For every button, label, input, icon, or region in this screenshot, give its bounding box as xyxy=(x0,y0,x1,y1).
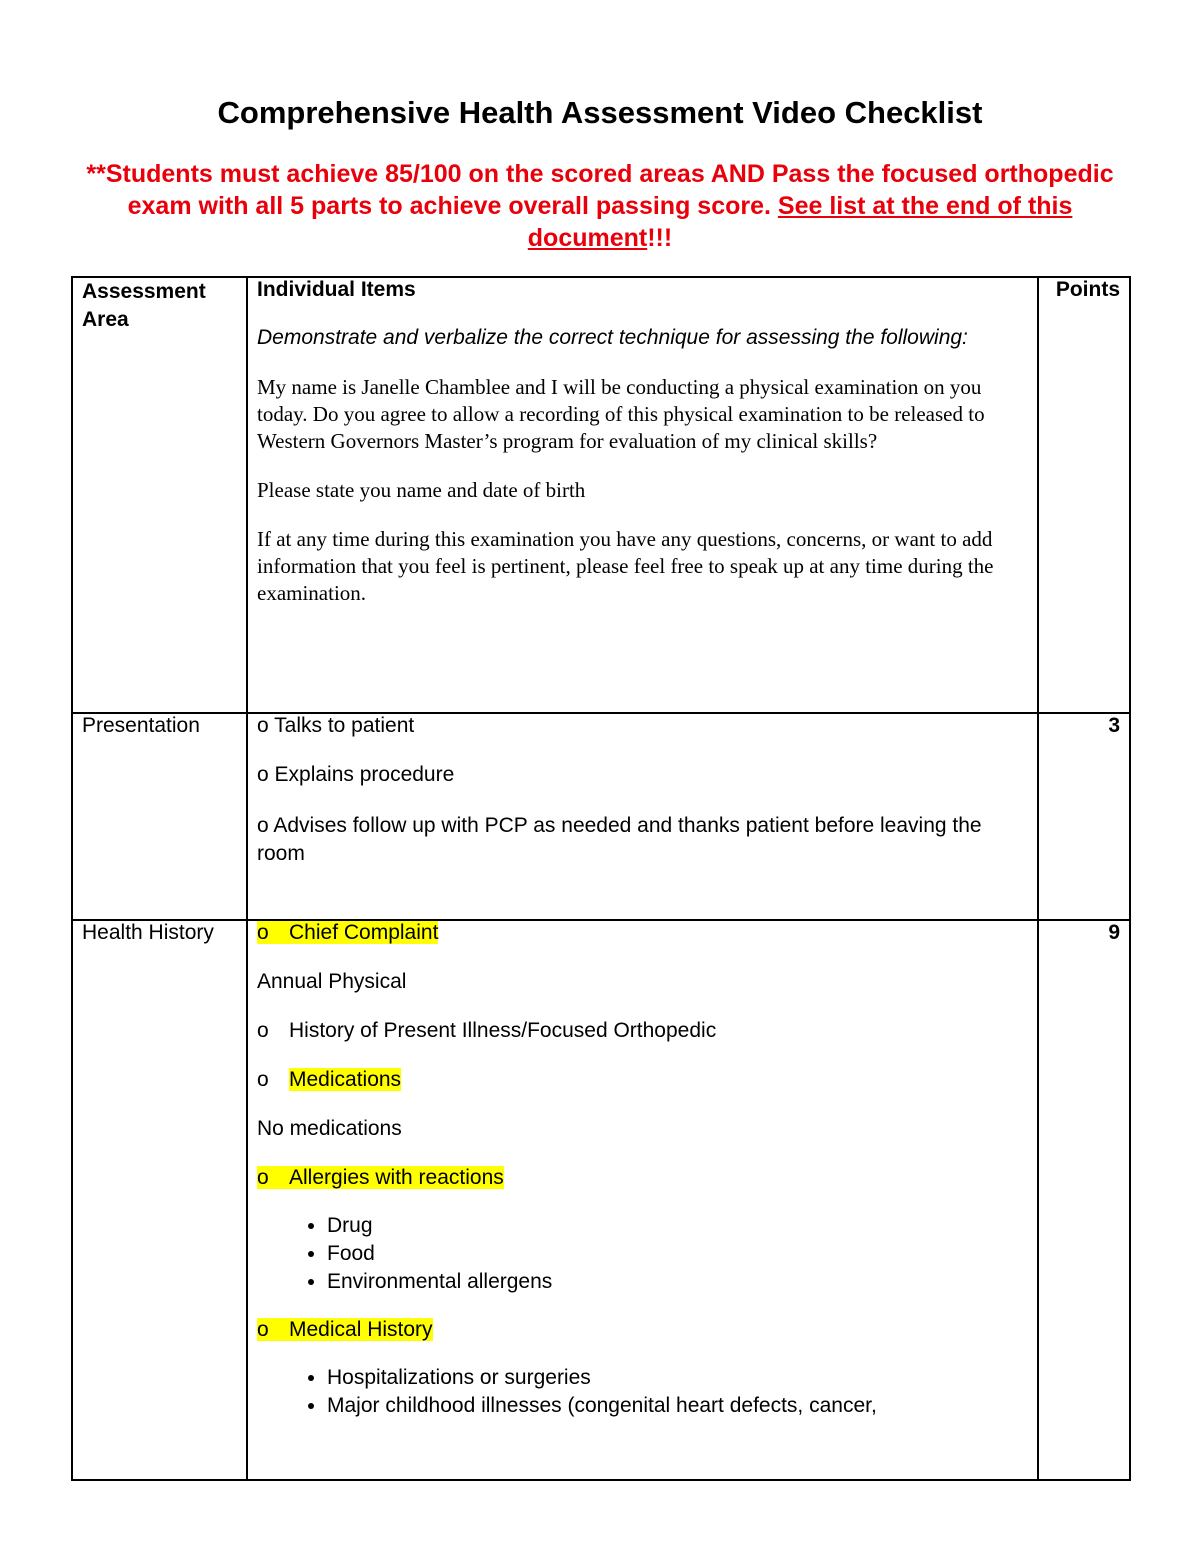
checkbox-marker: o xyxy=(257,1166,269,1189)
checkbox-marker: o xyxy=(257,1068,269,1091)
table-row-health-history xyxy=(72,920,1130,1480)
points-presentation: 3 xyxy=(1038,713,1130,920)
header-row xyxy=(72,277,1130,713)
points-health-history: 9 xyxy=(1038,920,1130,1480)
medical-history-item xyxy=(257,1318,433,1341)
document-title: Comprehensive Health Assessment Video Checklist xyxy=(217,95,983,130)
header-individual-items: Individual Items xyxy=(257,278,416,301)
list-item: • Environmental allergens xyxy=(327,1268,1028,1296)
chief-complaint-label: Chief Complaint xyxy=(289,921,439,944)
medications-item xyxy=(257,1068,1028,1092)
items-health-history xyxy=(247,920,1038,1480)
list-item: • Food xyxy=(327,1240,1028,1268)
hpi-item xyxy=(257,1019,1028,1043)
chief-complaint-item xyxy=(257,921,438,944)
list-item: • Drug xyxy=(327,1212,1028,1240)
intro-paragraph: Please state you name and date of birth xyxy=(257,478,586,502)
area-presentation: Presentation xyxy=(72,713,247,920)
header-cell-area xyxy=(72,277,247,713)
checkbox-marker: o xyxy=(257,1318,269,1341)
medications-label: Medications xyxy=(289,1068,402,1091)
header-points: Points xyxy=(1038,277,1130,713)
intro-paragraph: If at any time during this examination you have any questions, concerns, or want to add information that you feel is pertinent, please feel free to speak up at any time during the examination. xyxy=(257,527,994,605)
medical-history-list xyxy=(257,1364,1028,1420)
checkbox-marker: o xyxy=(257,1019,269,1042)
list-item: o Explains procedure xyxy=(257,763,455,786)
allergies-item xyxy=(257,1166,504,1189)
intro-paragraph: My name is Janelle Chamblee and I will be conducting a physical examination on you today. Do you agree to allow a recording of this physical examination to be released to Western Governors Master’s program for evaluation of my clinical skills? xyxy=(257,375,985,453)
list-item: o Advises follow up with PCP as needed and thanks patient before leaving the room xyxy=(257,814,982,865)
checklist-table xyxy=(71,276,1131,1481)
list-item: o Talks to patient xyxy=(257,714,415,737)
header-assessment-area: Assessment Area xyxy=(82,280,206,331)
hpi-label: History of Present Illness/Focused Orthopedic xyxy=(289,1019,717,1042)
notice-text: **Students must achieve 85/100 on the scored areas AND Pass the focused orthopedic exam with all 5 parts to achieve overall passing score. xyxy=(86,160,1114,220)
allergy-types-list xyxy=(257,1212,1028,1296)
area-health-history: Health History xyxy=(72,920,247,1480)
list-item: • Major childhood illnesses (congenital heart defects, cancer, xyxy=(327,1392,1028,1420)
medical-history-label: Medical History xyxy=(289,1318,433,1341)
checkbox-marker: o xyxy=(257,921,269,944)
notice-suffix: !!! xyxy=(647,224,673,252)
table-row-presentation xyxy=(72,713,1130,920)
passing-requirement-notice xyxy=(60,158,1140,254)
items-presentation xyxy=(247,713,1038,920)
header-cell-items xyxy=(247,277,1038,713)
medications-answer: No medications xyxy=(257,1117,402,1140)
allergies-label: Allergies with reactions xyxy=(289,1166,504,1189)
instruction-text: Demonstrate and verbalize the correct technique for assessing the following: xyxy=(257,326,968,349)
chief-complaint-answer: Annual Physical xyxy=(257,970,407,993)
list-item: • Hospitalizations or surgeries xyxy=(327,1364,1028,1392)
see-list-link[interactable]: See list at the end of this document xyxy=(527,192,1073,252)
